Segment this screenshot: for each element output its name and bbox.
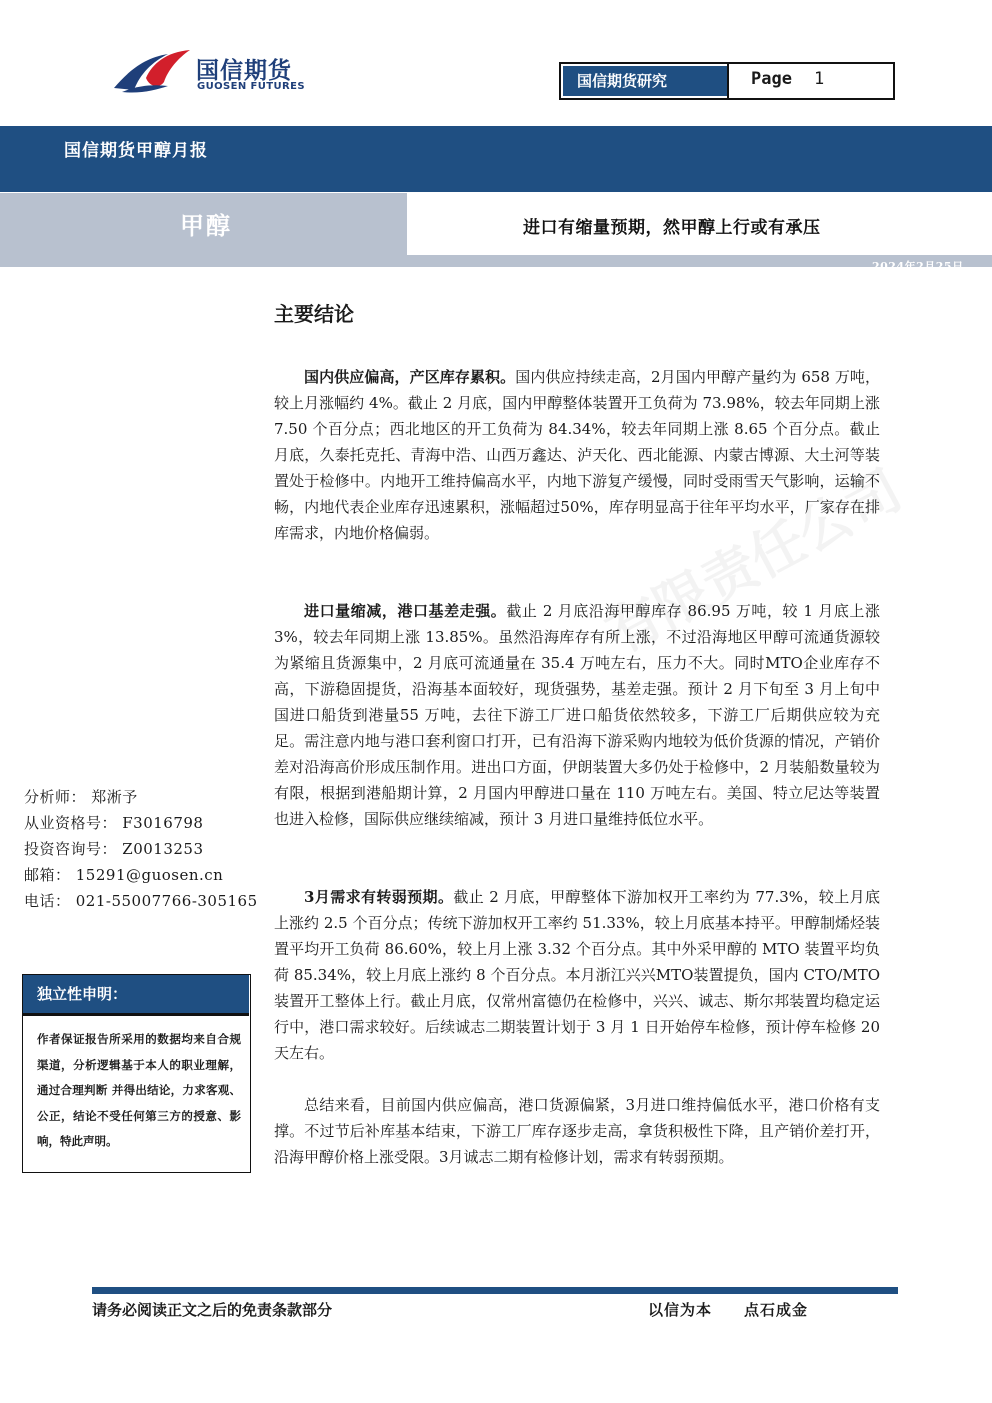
- header-tag-box: [559, 62, 895, 100]
- report-headline: 进口有缩量预期，然甲醇上行或有承压: [523, 218, 821, 238]
- statement-body: 作者保证报告所采用的数据均来自合规渠道，分析逻辑基于本人的职业理解，通过合理判断 并得出结论，力求客观、公正，结论不受任何第三方的授意、影响，特此声明。: [37, 1032, 241, 1148]
- analyst-email: 邮箱： 15291@guosen.cn: [24, 866, 224, 884]
- analyst-license: 从业资格号： F3016798: [24, 814, 204, 832]
- paragraph-body: 截止 2 月底沿海甲醇库存 86.95 万吨，较 1 月底上涨 3%，较去年同期上涨 13.85%。虽然沿海库存有所上涨，不过沿海地区甲醇可流通货源较为紧缩且货源集中，2 月底可流通量在 35.4 万吨左右，压力不大。同时MTO企业库存不高，下游稳固提货，沿海基本面较好，现货强势，基差走强。预计 2 月下旬至 3 月上旬中国进口船货到港量55 万吨，去往下游工厂进口船货依然较多，下游工厂后期供应较为充足。需注意内地与港口套利窗口打开，已有沿海下游采购内地较为低价货源的情况，产销价差对沿海高价形成压制作用。进出口方面，伊朗装置大多仍处于检修中，2 月装船数量较为有限，根据到港船期计算，2 月国内甲醇进口量在 110 万吨左右。美国、特立尼达等装置也进入检修，国际供应继续缩减，预计 3 月进口量维持低位水平。: [274, 602, 880, 828]
- disclaimer-notice: 请务必阅读正文之后的免责条款部分: [92, 1301, 333, 1319]
- tag-divider: [727, 64, 729, 98]
- paragraph-demand: [274, 884, 880, 1066]
- analyst-name: 分析师： 郑淅予: [24, 788, 138, 806]
- independence-statement: [22, 974, 251, 1173]
- paragraph-body: 总结来看，目前国内供应偏高，港口货源偏紧，3月进口维持偏低水平，港口价格有支撑。不过节后补库基本结束，下游工厂库存逐步走高，拿货积极性下降，且产销价差打开，沿海甲醇价格上涨受限。3月诚志二期有检修计划，需求有转弱预期。: [274, 1096, 880, 1166]
- paragraph-import: [274, 598, 880, 832]
- research-label: 国信期货研究: [563, 66, 727, 96]
- analyst-consult-id: 投资咨询号： Z0013253: [24, 840, 204, 858]
- paragraph-lead: 国内供应偏高，产区库存累积。: [304, 368, 516, 386]
- page-number: 1: [813, 69, 825, 89]
- paragraph-lead: 3月需求有转弱预期。: [304, 888, 454, 906]
- report-date: 2024年2月25日: [872, 260, 964, 273]
- page-label: Page: [751, 69, 792, 89]
- guosen-logo-icon: [112, 48, 192, 96]
- paragraph-body: 截止 2 月底，甲醇整体下游加权开工率约为 77.3%，较上月底上涨约 2.5 个百分点；传统下游加权开工率约 51.33%，较上月底基本持平。甲醇制烯烃装置平均开工负荷 86.60%，较上月上涨 3.32 个百分点。其中外采甲醇的 MTO 装置平均负荷 85.34%，较上月底上涨约 8 个百分点。本月浙江兴兴MTO装置提负，国内 CTO/MTO 装置开工整体上行。截止月底，仅常州富德仍在检修中，兴兴、诚志、斯尔邦装置均稳定运行中，港口需求较好。后续诚志二期装置计划于 3 月 1 日开始停车检修，预计停车检修 20 天左右。: [274, 888, 880, 1062]
- page-indicator: [751, 69, 824, 89]
- footer-rule: [92, 1287, 898, 1294]
- paragraph-supply: [274, 364, 880, 546]
- slogan-2: 点石成金: [744, 1301, 809, 1319]
- statement-rule: [23, 1013, 249, 1016]
- analyst-phone: 电话： 021-55007766-305165: [24, 892, 258, 910]
- statement-title: 独立性申明：: [23, 975, 249, 1013]
- brand-name-en: GUOSEN FUTURES: [197, 81, 305, 92]
- brand-name-cn: 国信期货: [196, 58, 292, 84]
- footer-slogan: [648, 1299, 808, 1320]
- paragraph-lead: 进口量缩减，港口基差走强。: [304, 602, 507, 620]
- series-title: 国信期货甲醇月报: [64, 141, 208, 161]
- analyst-info: [24, 784, 258, 914]
- category-label: 甲醇: [180, 211, 232, 240]
- paragraph-summary: [274, 1092, 880, 1170]
- section-title: 主要结论: [274, 302, 354, 326]
- slogan-1: 以信为本: [648, 1301, 713, 1319]
- paragraph-body: 国内供应持续走高，2月国内甲醇产量约为 658 万吨，较上月涨幅约 4%。截止 2 月底，国内甲醇整体装置开工负荷为 73.98%，较去年同期上涨 7.50 个百分点；西北地区的开工负荷为 84.34%，较去年同期上涨 8.65 个百分点。截止月底，久泰托克托、青海中浩、山西万鑫达、泸天化、西北能源、内蒙古博源、大土河等装置处于检修中。内地开工维持偏高水平，内地下游复产缓慢，同时受雨雪天气影响，运输不畅，内地代表企业库存迅速累积，涨幅超过50%，库存明显高于往年平均水平，厂家存在排库需求，内地价格偏弱。: [274, 368, 880, 542]
